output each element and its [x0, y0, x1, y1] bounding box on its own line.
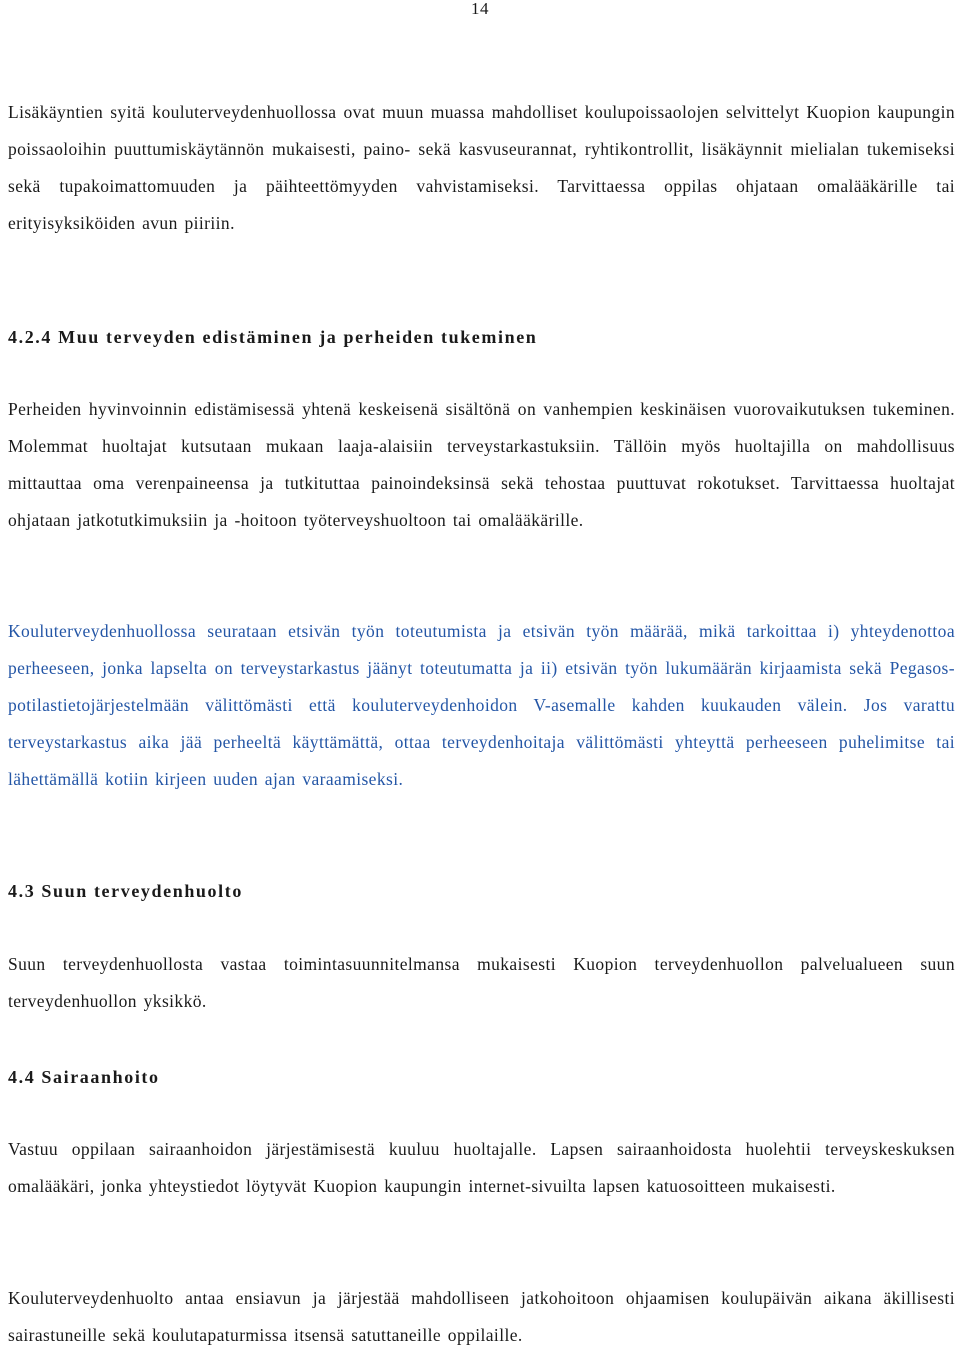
- page-number: 14: [471, 0, 489, 18]
- paragraph-etsiva-tyo: Kouluterveydenhuollossa seurataan etsivän työn toteutumista ja etsivän työn määrää, mikä tarkoittaa i) yhteydenottoa perheeseen, jonka lapselta on terveystarkastus jäänyt toteutumatta ja ii) etsivän työn lukumäärän kirjaamista sekä Pegasos-potilastietojärjestelmään välittömästi että kouluterveydenhoidon V-asemalle kahden kuukauden välein. Jos varattu terveystarkastus aika jää perheeltä käyttämättä, ottaa terveydenhoitaja välittömästi yhteyttä perheeseen puhelimitse tai lähettämällä kotiin kirjeen uuden ajan varaamiseksi.: [8, 621, 955, 789]
- heading-4-2-4: 4.2.4 Muu terveyden edistäminen ja perheiden tukeminen: [8, 327, 538, 347]
- paragraph-ensiapu: Kouluterveydenhuolto antaa ensiavun ja järjestää mahdolliseen jatkohoitoon ohjaamisen koulupäivän aikana äkillisesti sairastuneille sekä koulutapaturmissa itsensä satuttaneille oppilaille.: [8, 1288, 955, 1345]
- paragraph-lisakaynnit: Lisäkäyntien syitä kouluterveydenhuollossa ovat muun muassa mahdolliset koulupoissaolojen selvittelyt Kuopion kaupungin poissaoloihin puuttumiskäytännön mukaisesti, paino- sekä kasvuseurannat, ryhtikontrollit, lisäkäynnit mielialan tukemiseksi sekä tupakoimattomuuden ja päihteettömyyden vahvistamiseksi. Tarvittaessa oppilas ohjataan omalääkärille tai erityisyksiköiden avun piiriin.: [8, 102, 955, 233]
- paragraph-suun-terveydenhuolto: Suun terveydenhuollosta vastaa toimintasuunnitelmansa mukaisesti Kuopion terveydenhuollon palvelualueen suun terveydenhuollon yksikkö.: [8, 954, 955, 1011]
- heading-4-3: 4.3 Suun terveydenhuolto: [8, 881, 243, 901]
- heading-4-4: 4.4 Sairaanhoito: [8, 1067, 160, 1087]
- paragraph-perheiden-hyvinvointi: Perheiden hyvinvoinnin edistämisessä yhtenä keskeisenä sisältönä on vanhempien keskinäisen vuorovaikutuksen tukeminen. Molemmat huoltajat kutsutaan mukaan laaja-alaisiin terveystarkastuksiin. Tällöin myös huoltajilla on mahdollisuus mittauttaa oma verenpaineensa ja tutkituttaa painoindeksinsä sekä tehostaa puuttuvat rokotukset. Tarvittaessa huoltajat ohjataan jatkotutkimuksiin ja -hoitoon työterveyshuoltoon tai omalääkärille.: [8, 399, 955, 530]
- paragraph-sairaanhoito: Vastuu oppilaan sairaanhoidon järjestämisestä kuuluu huoltajalle. Lapsen sairaanhoidosta huolehtii terveyskeskuksen omalääkäri, jonka yhteystiedot löytyvät Kuopion kaupungin internet-sivuilta lapsen katuosoitteen mukaisesti.: [8, 1139, 955, 1196]
